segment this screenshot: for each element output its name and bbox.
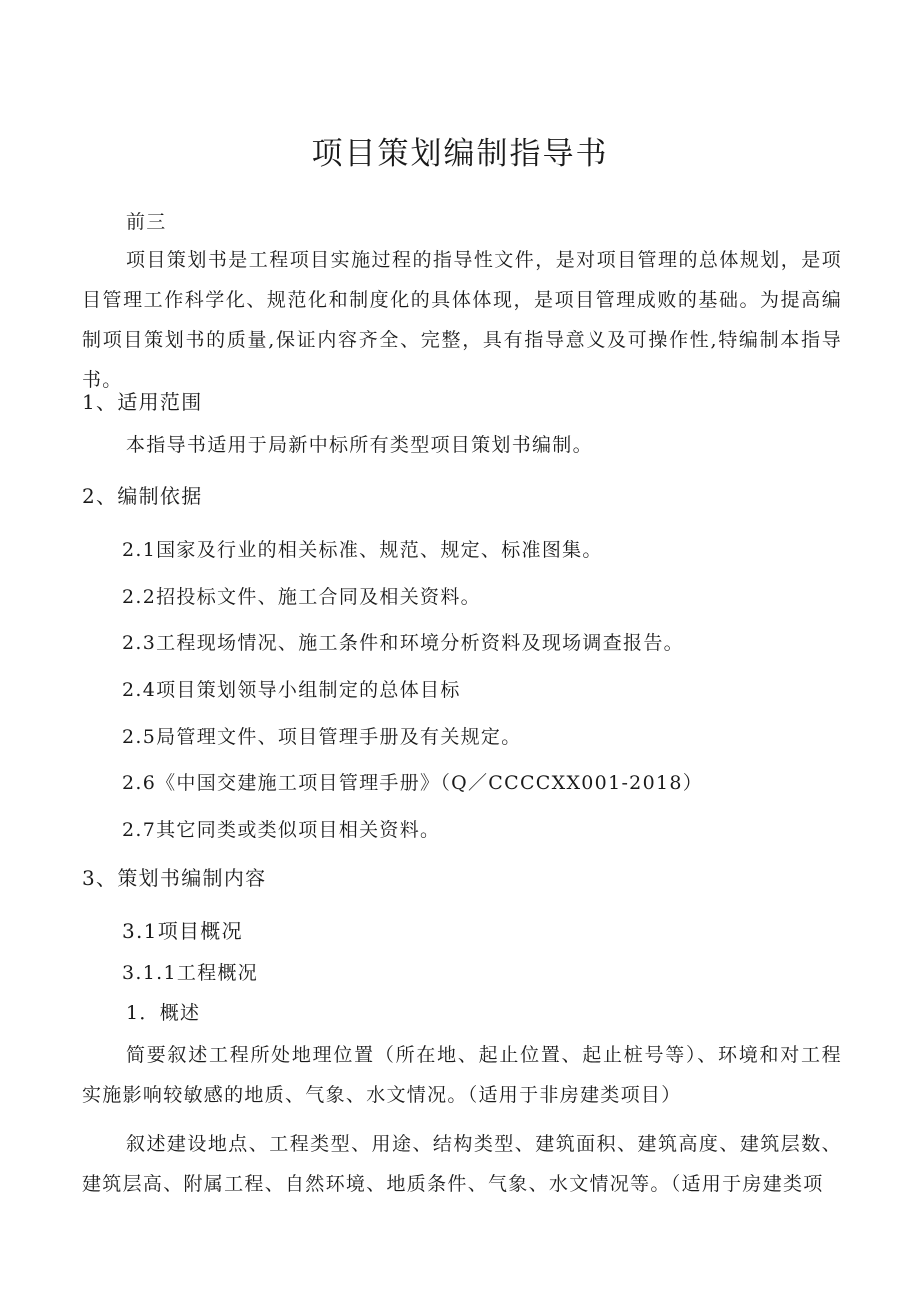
basis-item-2-6: 2.6《中国交建施工项目管理手册》（Q／CCCCXX001-2018） [122, 772, 704, 794]
basis-item-2-3: 2.3工程现场情况、施工条件和环境分析资料及现场调查报告。 [122, 632, 684, 654]
preface-heading: 前三 [126, 211, 167, 233]
item-heading-summary: 1．概述 [126, 1002, 201, 1024]
summary-paragraph-non-building: 简要叙述工程所处地理位置（所在地、起止位置、起止桩号等）、环境和对工程实施影响较敏感的地质、气象、水文情况。（适用于非房建类项目） [82, 1044, 842, 1106]
section-heading-scope: 1、适用范围 [82, 390, 203, 414]
basis-item-2-5: 2.5局管理文件、项目管理手册及有关规定。 [122, 726, 522, 748]
section-heading-content: 3、策划书编制内容 [82, 866, 267, 890]
summary-paragraph-building: 叙述建设地点、工程类型、用途、结构类型、建筑面积、建筑高度、建筑层数、建筑层高、附属工程、自然环境、地质条件、气象、水文情况等。（适用于房建类项 [82, 1133, 842, 1195]
basis-item-2-1: 2.1国家及行业的相关标准、规范、规定、标准图集。 [122, 539, 603, 561]
basis-item-2-4: 2.4项目策划领导小组制定的总体目标 [122, 679, 461, 701]
preface-paragraph: 项目策划书是工程项目实施过程的指导性文件，是对项目管理的总体规划，是项目管理工作科学化、规范化和制度化的具体体现，是项目管理成败的基础。为提高编制项目策划书的质量,保证内容齐全、完整，具有指导意义及可操作性,特编制本指导书。 [82, 249, 842, 391]
document-title: 项目策划编制指导书 [311, 136, 609, 172]
scope-text: 本指导书适用于局新中标所有类型项目策划书编制。 [126, 434, 593, 456]
basis-item-2-7: 2.7其它同类或类似项目相关资料。 [122, 819, 441, 841]
subsection-heading-overview: 3.1项目概况 [122, 919, 243, 943]
basis-item-2-2: 2.2招投标文件、施工合同及相关资料。 [122, 586, 481, 608]
subsubsection-heading-project: 3.1.1工程概况 [122, 962, 259, 984]
section-heading-basis: 2、编制依据 [82, 484, 203, 508]
